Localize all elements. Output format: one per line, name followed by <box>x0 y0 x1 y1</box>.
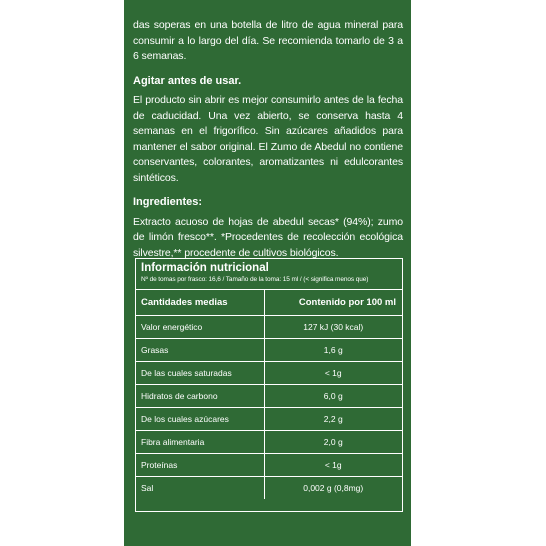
nutrient-name: De las cuales saturadas <box>136 362 264 385</box>
table-row <box>136 477 402 500</box>
table-row <box>136 408 402 431</box>
table-row <box>136 339 402 362</box>
shake-heading: Agitar antes de usar. <box>133 74 242 87</box>
nutrition-table <box>136 289 402 499</box>
nutrient-value: 127 kJ (30 kcal) <box>264 316 402 339</box>
nutrient-name: Valor energético <box>136 316 264 339</box>
nutrient-name: Proteínas <box>136 454 264 477</box>
nutrient-name: Sal <box>136 477 264 500</box>
nutrient-value: 6,0 g <box>264 385 402 408</box>
nutrient-value: 0,002 g (0,8mg) <box>264 477 402 500</box>
nutrition-subtitle: Nº de tomas por frasco: 16,6 / Tamaño de la toma: 15 ml / (< significa menos que) <box>141 276 369 283</box>
nutrient-name: Fibra alimentaria <box>136 431 264 454</box>
nutrient-name: De los cuales azúcares <box>136 408 264 431</box>
table-row <box>136 385 402 408</box>
nutrient-value: 2,0 g <box>264 431 402 454</box>
nutrient-value: < 1g <box>264 362 402 385</box>
column-header-name: Cantidades medias <box>136 290 264 316</box>
nutrient-name: Hidratos de carbono <box>136 385 264 408</box>
column-header-value: Contenido por 100 ml <box>264 290 402 316</box>
nutrient-value: 2,2 g <box>264 408 402 431</box>
ingredients-text: Extracto acuoso de hojas de abedul secas* (94%); zumo de limón fresco**. *Procedentes de recolección ecológica silvestre,** procedente de cultivos biológicos. <box>133 215 403 259</box>
usage-instructions: das soperas en una botella de litro de agua mineral para consumir a lo largo del día. Se recomienda tomarlo de 3 a 6 semanas. <box>133 19 403 62</box>
label-text-block <box>133 18 403 261</box>
nutrition-title: Información nutricional <box>141 262 269 274</box>
nutrient-value: 1,6 g <box>264 339 402 362</box>
nutrition-header <box>141 261 398 284</box>
nutrition-table-header <box>136 290 402 316</box>
nutrient-name: Grasas <box>136 339 264 362</box>
table-row <box>136 431 402 454</box>
table-row <box>136 454 402 477</box>
ingredients-heading: Ingredientes: <box>133 196 203 208</box>
nutrition-facts-box <box>135 258 403 512</box>
nutrient-value: < 1g <box>264 454 402 477</box>
table-row <box>136 316 402 339</box>
storage-info: El producto sin abrir es mejor consumirlo antes de la fecha de caducidad. Una vez abierto, se conserva hasta 4 semanas en el frigorífico. Sin azúcares añadidos para mantener el sabor original. El Zumo de Abedul no contiene conservantes, colorantes, aromatizantes ni edulcorantes sintéticos. <box>133 94 403 184</box>
table-row <box>136 362 402 385</box>
